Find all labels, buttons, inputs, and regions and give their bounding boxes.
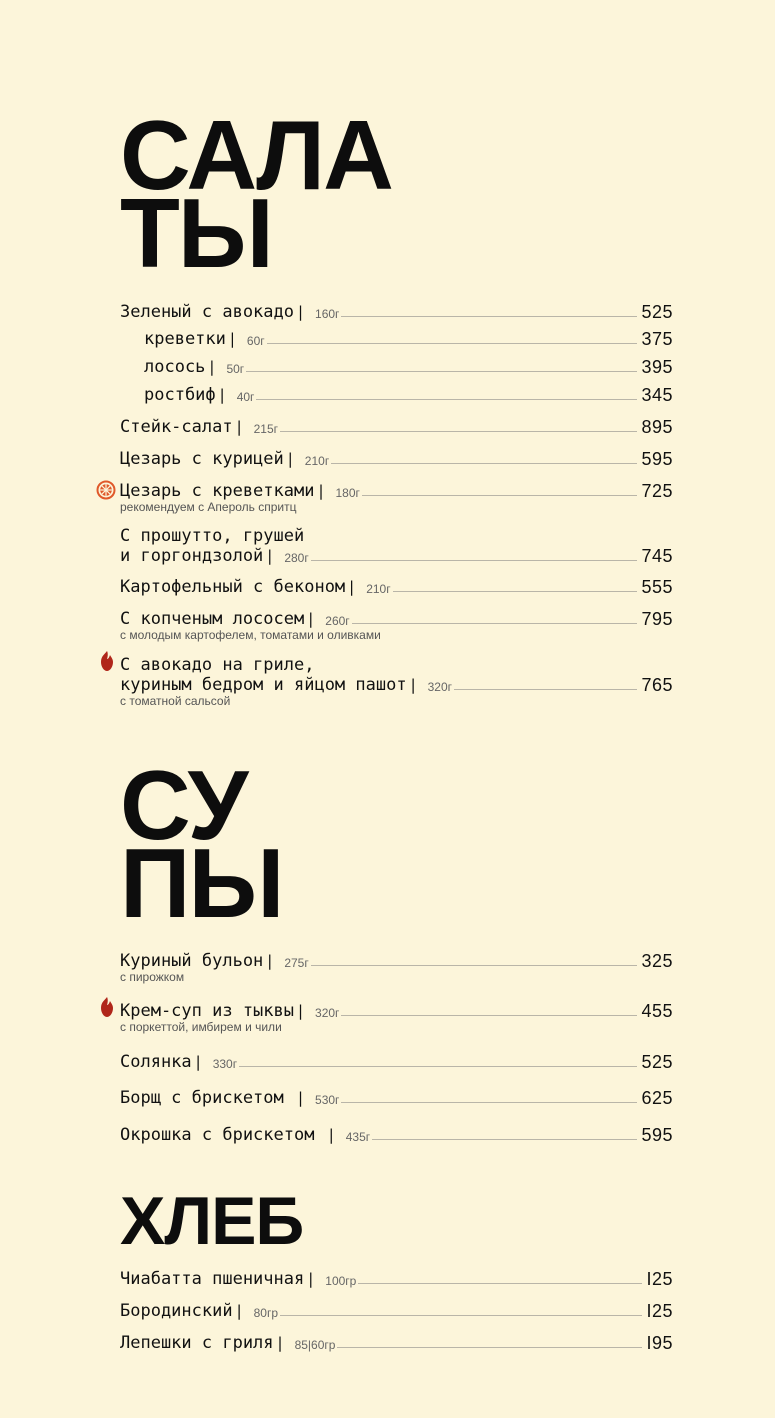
dotted-leader [280, 431, 637, 432]
item-weight: 180г [335, 486, 360, 500]
dotted-leader [362, 495, 638, 496]
dotted-leader [341, 1015, 637, 1016]
menu-item [120, 302, 673, 322]
item-price: 595 [641, 1125, 673, 1145]
item-price: 895 [641, 417, 673, 437]
item-price: 745 [641, 546, 673, 566]
item-weight: 50г [226, 362, 245, 376]
item-price: 595 [641, 449, 673, 469]
item-price: 725 [641, 481, 673, 501]
salads-heading [120, 100, 392, 288]
item-price: 555 [641, 577, 673, 597]
item-weight: 40г [236, 390, 255, 404]
item-name: Цезарь с курицей | [120, 449, 295, 469]
dotted-leader [331, 463, 637, 464]
dotted-leader [454, 689, 637, 690]
item-weight: 85|60гр [294, 1338, 336, 1352]
item-price: 395 [641, 357, 673, 377]
dotted-leader [341, 1102, 637, 1103]
dotted-leader [341, 316, 637, 317]
item-name: куриным бедром и яйцом пашот | [120, 675, 418, 695]
item-description: рекомендуем с Апероль спритц [120, 500, 297, 514]
item-name: Окрошка с брискетом | [120, 1125, 336, 1145]
dotted-leader [311, 965, 638, 966]
item-weight: 80гр [253, 1306, 279, 1320]
item-weight: 260г [325, 614, 350, 628]
menu-item [120, 1088, 673, 1108]
item-weight: 210г [366, 582, 391, 596]
menu-item-addon [144, 357, 673, 377]
menu-item-addon [144, 385, 673, 405]
menu-item [120, 1001, 673, 1034]
dotted-leader [256, 399, 637, 400]
item-price: 625 [641, 1088, 673, 1108]
soups-heading-line-2: ПЫ [120, 828, 283, 938]
item-weight: 320г [315, 1006, 340, 1020]
item-name: ростбиф | [144, 385, 227, 405]
dotted-leader [267, 343, 638, 344]
item-name: Цезарь с креветками | [120, 481, 326, 501]
item-name: Крем-суп из тыквы | [120, 1001, 305, 1021]
dotted-leader [358, 1283, 642, 1284]
item-name-line-1: С авокадо на гриле, [120, 655, 315, 675]
item-name-line-1: С прошутто, грушей [120, 526, 305, 546]
item-description: с томатной сальсой [120, 694, 231, 708]
item-price: 455 [641, 1001, 673, 1021]
dotted-leader [246, 371, 637, 372]
dotted-leader [337, 1347, 642, 1348]
menu-item [120, 1269, 673, 1289]
menu-item [120, 656, 673, 708]
item-name: и горгондзолой | [120, 546, 274, 566]
menu-item [120, 1052, 673, 1072]
item-name: Зеленый с авокадо | [120, 302, 305, 322]
menu-item [120, 1301, 673, 1321]
item-weight: 280г [284, 551, 309, 565]
menu-item [120, 1333, 673, 1353]
menu-item [120, 449, 673, 469]
item-name: лосось | [144, 357, 216, 377]
soups-heading-line-1: СУ [120, 750, 247, 860]
item-weight: 160г [315, 307, 340, 321]
item-price: 345 [641, 385, 673, 405]
item-price: 525 [641, 1052, 673, 1072]
item-description: с пирожком [120, 970, 185, 984]
item-name: Лепешки с гриля | [120, 1333, 285, 1353]
item-name: Бородинский | [120, 1301, 244, 1321]
item-description: с молодым картофелем, томатами и оливками [120, 628, 381, 642]
item-weight: 215г [253, 422, 279, 436]
item-price: 375 [641, 329, 673, 349]
item-weight: 210г [304, 454, 330, 468]
menu-item [120, 481, 673, 514]
orange-slice-icon [96, 479, 116, 501]
item-name: Борщ с брискетом | [120, 1088, 305, 1108]
item-weight: 435г [345, 1130, 371, 1144]
soups-heading [120, 750, 283, 938]
item-weight: 530г [315, 1093, 340, 1107]
item-price: 325 [641, 951, 673, 971]
menu-item-addon [144, 329, 673, 349]
item-name: Картофельный с беконом | [120, 577, 356, 597]
salads-heading-line-2: ТЫ [120, 178, 272, 288]
item-description: с поркеттой, имбирем и чили [120, 1020, 282, 1034]
item-weight: 320г [427, 680, 453, 694]
item-price: I95 [646, 1333, 673, 1353]
dotted-leader [280, 1315, 642, 1316]
item-weight: 275г [284, 956, 309, 970]
item-name: Куриный бульон | [120, 951, 274, 971]
item-name: С копченым лососем | [120, 609, 315, 629]
menu-item [120, 609, 673, 642]
menu-item [120, 527, 673, 566]
menu-item [120, 1125, 673, 1145]
item-name: Чиабатта пшеничная | [120, 1269, 315, 1289]
chili-pepper-icon [97, 996, 117, 1018]
item-name: креветки | [144, 329, 237, 349]
dotted-leader [393, 591, 638, 592]
item-price: 525 [641, 302, 673, 322]
salads-heading-line-1: САЛА [120, 100, 392, 210]
menu-item [120, 951, 673, 984]
menu-item [120, 577, 673, 597]
item-price: 765 [641, 675, 673, 695]
item-weight: 330г [212, 1057, 238, 1071]
item-price: 795 [641, 609, 673, 629]
item-name: Солянка | [120, 1052, 203, 1072]
item-weight: 60г [246, 334, 265, 348]
menu-item [120, 417, 673, 437]
bread-heading [120, 1183, 304, 1259]
dotted-leader [239, 1066, 637, 1067]
bread-heading-text: ХЛЕБ [120, 1183, 304, 1259]
item-price: I25 [646, 1269, 673, 1289]
chili-pepper-icon [97, 650, 117, 672]
item-weight: 100гр [325, 1274, 357, 1288]
dotted-leader [372, 1139, 637, 1140]
item-price: I25 [646, 1301, 673, 1321]
item-name: Стейк-салат | [120, 417, 244, 437]
dotted-leader [352, 623, 638, 624]
dotted-leader [311, 560, 638, 561]
